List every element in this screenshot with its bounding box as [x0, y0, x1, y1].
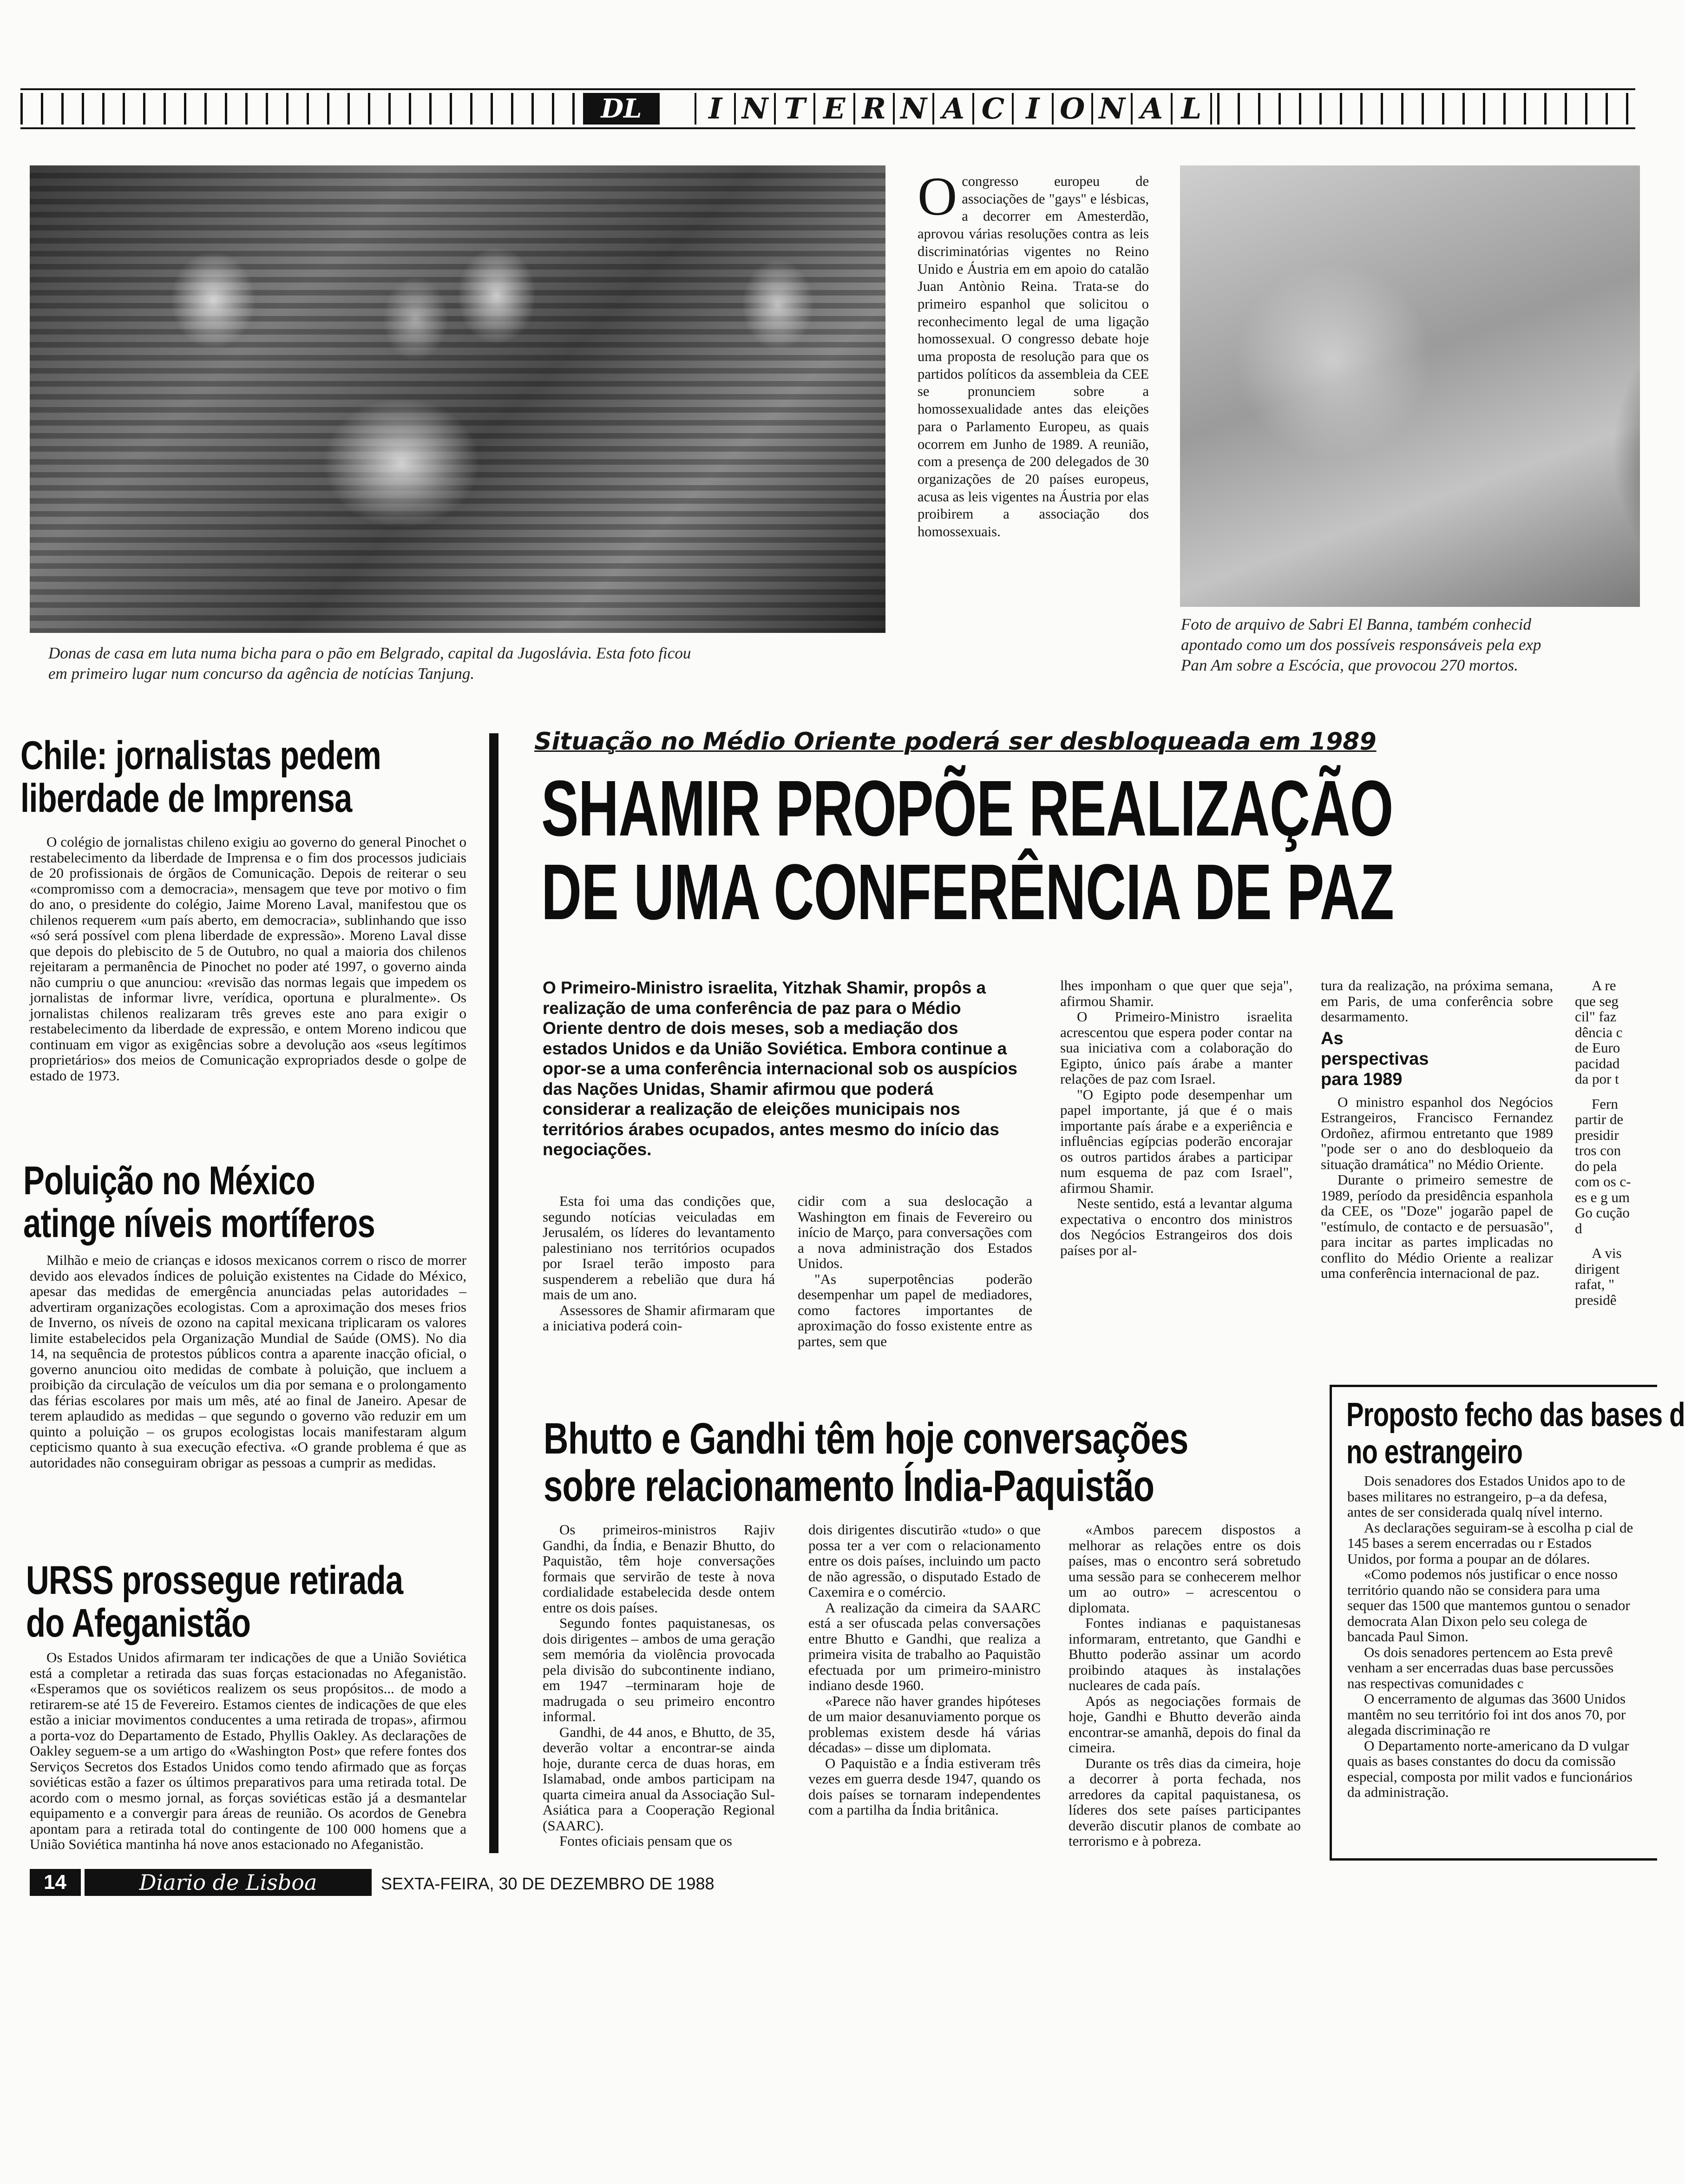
shamir-col-5-cropped: A re que seg cil" faz dência c de Euro pacidad da por t Fern partir de presidir tros con do pela com os c-es e g um Go cução d A vis dirigent rafat, " presidê	[1575, 977, 1631, 1308]
mexico-article	[23, 1159, 469, 1245]
bases-headline: Proposto fecho das bases d no estrangeiro	[1346, 1396, 1685, 1471]
mexico-body: Milhão e meio de crianças e idosos mexicanos correm o risco de morrer devido aos elevados índices de poluição existentes na Cidade do México, apesar das medidas de emergência anunciadas pelas autoridades – advertiram organizações ecologistas. Com a aproximação dos meses frios de Inverno, os níveis de ozono na capital mexicana triplicaram os valores limite estabelecidos pela Organização Mundial de Saúde (OMS). No dia 14, na sequência de protestos públicos contra a aparente inacção oficial, o governo anunciou oito medidas de combate à poluição, que incluem a proibição da circulação de veículos um dia por semana e o prolongamento das férias escolares por mais um mês, até ao final de Janeiro. Apesar de terem aplaudido as medidas – que segundo o governo vão reduzir em um quinto a poluição – os grupos ecologistas locais manifestaram algum cepticismo quanto à sua execução efectiva. «O grande problema é que as autoridades não conseguiram obrigar as pessoas a cumprir as medidas.	[30, 1252, 466, 1471]
chile-body: O colégio de jornalistas chileno exigiu ao governo do general Pinochet o restabelecimento da liberdade de Imprensa e o fim dos processos judiciais de 20 profissionais de órgãos de Comunicação. Depois de reiterar o seu «compromisso com a democracia», mensagem que teve por motivo o fim do ano, o presidente do colégio, Jaime Moreno Laval, manifestou que os chilenos requerem «um país aberto, em democracia», sublinhando que isso «só será possível com plena liberdade de expressão». Moreno Laval disse que depois do plebiscito de 5 de Outubro, no qual a maioria dos chilenos rejeitaram a permanência de Pinochet no poder até 1997, o governo ainda não cumpriu o que anunciou: «revisão das normas legais que impedem os jornalistas de informar livre, verídica, oportuna e pluralmente». Os jornalistas chilenos realizaram três greves este ano para exigir o restabelecimento da liberdade de expressão, e ontem Moreno indicou que continuam em vigor as exigências sobre a devolução aos «seus legítimos proprietários» dos meios de Comunicação expropriados desde o golpe de estado de 1973.	[30, 834, 466, 1084]
gays-congress-brief: Ocongresso europeu de associações de "gays" e lésbicas, a decorrer em Amesterdão, aprovou várias resoluções contra as leis discriminatórias vigentes no Reino Unido e Áustria em em apoio do catalão Juan Antònio Reina. Trata-se do primeiro espanhol que solicitou o reconhecimento legal de uma ligação homossexual. O congresso debate hoje uma proposta de resolução para que os partidos políticos da assembleia da CEE se pronunciem sobre a homossexualidade antes das eleições para o Parlamento Europeu, as quais ocorrem em Junho de 1989. A reunião, com a presença de 200 delegados de 30 organizações de 20 países europeus, acusa as leis vigentes na Áustria por elas proibirem a associação dos homossexuais.	[918, 166, 1149, 540]
sabri-photo-caption: Foto de arquivo de Sabri El Banna, também conhecid apontado como um dos possíveis responsáveis pela exp Pan Am sobre a Escócia, que provocou 270 mortos.	[1181, 615, 1541, 674]
bhutto-headline: Bhutto e Gandhi têm hoje conversações sobre relacionamento Índia-Paquistão	[544, 1414, 1188, 1511]
shamir-col-2: cidir com a sua deslocação a Washington em finais de Fevereiro ou início de Março, para conversações com a nova administração dos Estados Unidos. "As superpotências poderão desempenhar um papel de mediadores, como factores importantes de aproximação do fosso existente entre as partes, sem que	[798, 1193, 1032, 1349]
bases-body: Dois senadores dos Estados Unidos apo to de bases militares no estrangeiro, p–a da defesa, antes de ser considerada qualq nível interno. As declarações seguiram-se à escolha p cial de 145 bases a serem encerradas ou r Estados Unidos, por forma a poupar an de dólares. «Como podemos nós justificar o ence nosso território quando não se considera para uma sequer das 1500 que mantemos guntou o senador democrata Alan Dixon pelo seu colega de bancada Paul Simon. Os dois senadores pertencem ao Esta prevê venham a ser encerradas duas base percussões nas respectivas comunidades c O encerramento de algumas das 3600 Unidos mantêm no seu território foi int dos anos 70, por alegada discriminação re O Departamento norte-americano da D vulgar quais as bases constantes do docu da comissão especial, composta por milit vados e funcionários da administração.	[1347, 1473, 1633, 1800]
bhutto-col-2: dois dirigentes discutirão «tudo» o que possa ter a ver com o relacionamento entre os dois países, incluindo um pacto de não agressão, o disputado Estado de Caxemira e o comércio. A realização da cimeira da SAARC está a ser ofuscada pelas conversações entre Bhutto e Gandhi, que realiza a primeira visita de trabalho ao Paquistão efectuada por um primeiro-ministro indiano desde 1960. «Parece não haver grandes hipóteses de um maior desanuviamento porque os problemas existem desde há várias décadas» – disse um diplomata. O Paquistão e a Índia estiveram três vezes em guerra desde 1947, quando os dois países se tornaram independentes com a partilha da Índia britânica.	[808, 1521, 1041, 1818]
belgrade-bread-queue-photo	[30, 165, 885, 633]
bhutto-col-1: Os primeiros-ministros Rajiv Gandhi, da Índia, e Benazir Bhutto, do Paquistão, têm hoje conversações formais que servirão de teste à nova cordialidade estabelecida desde ontem entre os dois países. Segundo fontes paquistanesas, os dois dirigentes – ambos de uma geração sem memória da violência provocada pela divisão do subcontinente indiano, em 1947 –terminaram hoje de madrugada o seu primeiro encontro informal. Gandhi, de 44 anos, e Bhutto, de 35, deverão voltar a encontrar-se ainda hoje, durante cerca de duas horas, em Islamabad, onde ambos participam na quarta cimeira anual da Associação Sul-Asiática para a Cooperação Regional (SAARC). Fontes oficiais pensam que os	[543, 1521, 775, 1849]
urss-article	[26, 1559, 472, 1645]
header-rule-bottom	[20, 127, 1635, 129]
sabri-el-banna-photo	[1180, 165, 1640, 607]
shamir-headline: SHAMIR PROPÕE REALIZAÇÃO DE UMA CONFERÊNCIA DE PAZ	[541, 764, 1394, 936]
newspaper-name: Diario de Lisboa	[85, 1869, 372, 1896]
belgrade-photo-caption: Donas de casa em luta numa bicha para o pão em Belgrado, capital da Jugoslávia. Esta foto ficou em primeiro lugar num concurso da agência de notícias Tanjung.	[48, 644, 691, 683]
shamir-kicker: Situação no Médio Oriente poderá ser desbloqueada em 1989	[534, 728, 1377, 756]
issue-date: SEXTA-FEIRA, 30 DE DEZEMBRO DE 1988	[381, 1874, 715, 1893]
header-hatching-right	[1217, 93, 1635, 125]
newspaper-logo: DL	[583, 93, 660, 125]
mexico-headline: Poluição no México atinge níveis mortíferos	[23, 1158, 375, 1246]
shamir-col-3: lhes imponham o que quer que seja", afirmou Shamir. O Primeiro-Ministro israelita acrescentou que espera poder contar na sua iniciativa com a colaboração do Egipto, único país árabe a manter relações de paz com Israel. "O Egipto pode desempenhar um papel importante, já que é o mais importante país árabe e a experiência e influências egípcias poderão encorajar os outros partidos árabes a participar num esquema de paz com Israel", afirmou Shamir. Neste sentido, está a levantar alguma expectativa o encontro dos ministros dos Negócios Estrangeiros dos dois países por al-	[1060, 977, 1292, 1258]
header-hatching-left	[20, 93, 578, 125]
chile-article	[20, 734, 466, 820]
section-title-internacional: I N T E R N A C I O N A L	[695, 93, 1212, 125]
perspectivas-subhead: As perspectivas para 1989	[1321, 1028, 1429, 1089]
urss-body: Os Estados Unidos afirmaram ter indicações de que a União Soviética está a completar a retirada das suas forças estacionadas no Afeganistão. «Esperamos que os soviéticos realizem os seus propósitos... de modo a retirarem-se até 15 de Fevereiro. Estamos cientes de indicações de que eles estão a iniciar movimentos conducentes a uma retirada de tropas», afirmou a porta-voz do Departamento de Estado, Phyllis Oakley. As declarações de Oakley seguem-se a um artigo do «Washington Post» que refere fontes dos Serviços Secretos dos Estados Unidos como tendo afirmado que as forças soviéticas estão a fazer os últimos preparativos para uma retirada total. De acordo com o mesmo jornal, as forças soviéticas estão já a desmantelar equipamento e a convergir para áreas de reunião. Os acordos de Genebra apontam para a retirada total do contingente de 100 000 homens que a União Soviética mantinha há nove anos estacionado no Afeganistão.	[30, 1649, 466, 1852]
chile-headline: Chile: jornalistas pedem liberdade de Imprensa	[20, 733, 381, 821]
article-side-bar	[489, 733, 498, 1853]
urss-headline: URSS prossegue retirada do Afeganistão	[26, 1558, 403, 1645]
dropcap-o: O	[918, 166, 957, 227]
shamir-col-4: tura da realização, na próxima semana, em Paris, de uma conferência sobre desarmamento. As perspectivas para 1989 O ministro espanhol dos Negócios Estrangeiros, Francisco Fernandez Ordoñez, afirmou entretanto que 1989 "pode ser o ano do desbloqueio da situação dramática" no Médio Oriente. Durante o primeiro semestre de 1989, período da presidência espanhola da CEE, os "Doze" jogarão papel de "estímulo, de contacto e de persuasão", para incitar as partes implicadas no conflito do Médio Oriente a realizar uma conferência internacional de paz.	[1321, 977, 1553, 1281]
shamir-col-1: Esta foi uma das condições que, segundo notícias veiculadas em Jerusalém, os líderes do levantamento palestiniano nos territórios ocupados por Israel terão imposto para suspenderem a rebelião que dura há mais de um ano. Assessores de Shamir afirmaram que a iniciativa poderá coin-	[543, 1193, 775, 1334]
bhutto-col-3: «Ambos parecem dispostos a melhorar as relações entre os dois países, mas o encontro será sobretudo uma sessão para se conhecerem melhor um ao outro» – acrescentou o diplomata. Fontes indianas e paquistanesas informaram, entretanto, que Gandhi e Bhutto poderão assinar um acordo proibindo ataques às instalações nucleares de cada país. Após as negociações formais de hoje, Gandhi e Bhutto deverão ainda encontrar-se amanhã, depois do final da cimeira. Durante os três dias da cimeira, hoje a decorrer à porta fechada, nos arredores da capital paquistanesa, os líderes dos sete países participantes deverão discutir planos de combate ao terrorismo e à pobreza.	[1069, 1521, 1301, 1849]
page-number: 14	[30, 1869, 81, 1896]
shamir-lead: O Primeiro-Ministro israelita, Yitzhak Shamir, propôs a realização de uma conferência de paz para o Médio Oriente dentro de dois meses, sob a mediação dos estados Unidos e da União Soviética. Embora continue a opor-se a uma conferência internacional sob os auspícios das Nações Unidas, Shamir afirmou que poderá considerar a realização de eleições municipais nos territórios árabes ocupados, antes mesmo do início das negociações.	[543, 978, 1017, 1159]
header-rule-top	[20, 88, 1635, 90]
